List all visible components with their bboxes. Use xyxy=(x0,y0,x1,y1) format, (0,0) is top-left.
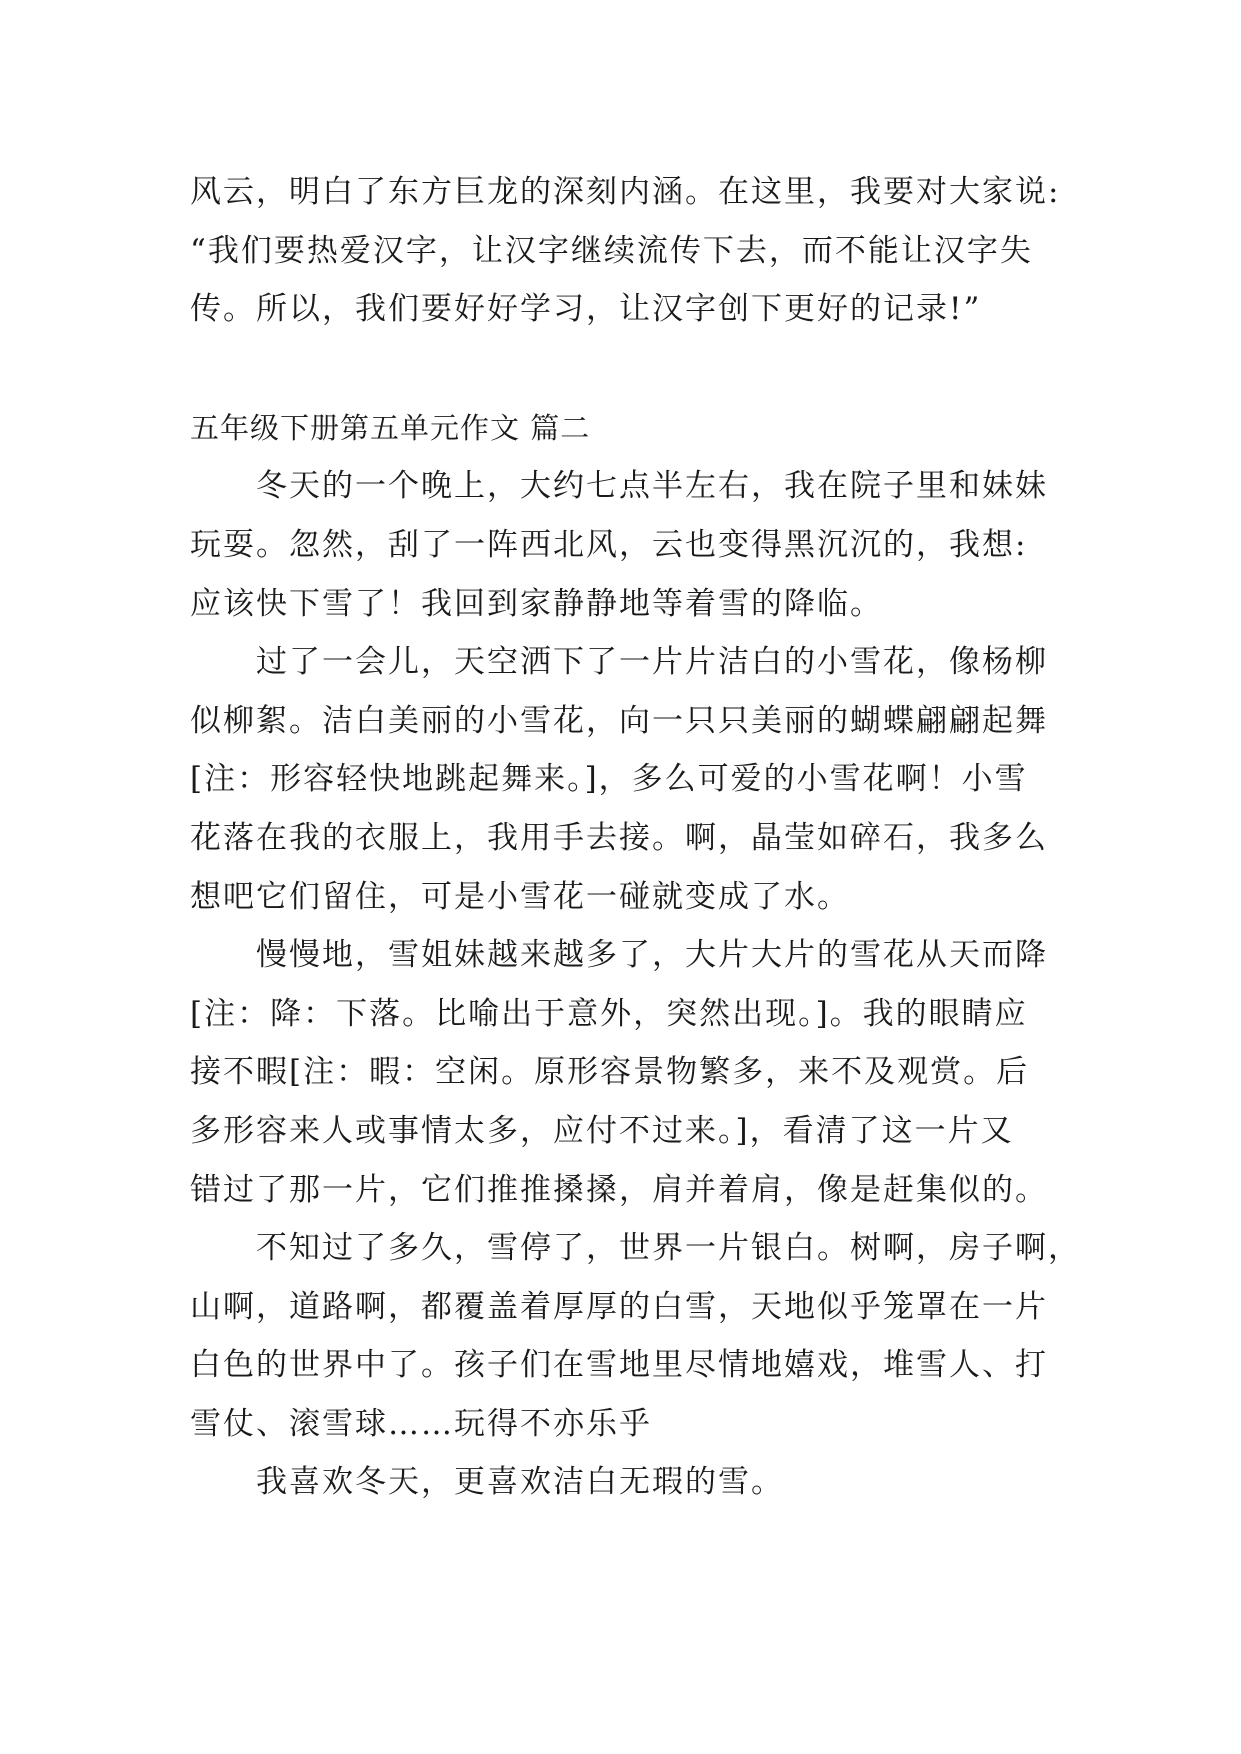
text-line: “我们要热爱汉字，让汉字继续流传下去，而不能让汉字失 xyxy=(190,232,1033,269)
text-line: 山啊，道路啊，都覆盖着厚厚的白雪，天地似乎笼罩在一片 xyxy=(190,1288,1048,1325)
text-line: 风云，明白了东方巨龙的深刻内涵。在这里，我要对大家说: xyxy=(190,174,1061,210)
text-line: 错过了那一片，它们推推搡搡，肩并着肩，像是赶集似的。 xyxy=(190,1171,1048,1208)
text-line: 花落在我的衣服上，我用手去接。啊，晶莹如碎石，我多么 xyxy=(190,819,1048,856)
paragraph-first-line: 慢慢地，雪姐妹越来越多了，大片大片的雪花从天而降 xyxy=(256,937,1048,974)
text-line: 想吧它们留住，可是小雪花一碰就变成了水。 xyxy=(190,878,850,915)
text-line: 似柳絮。洁白美丽的小雪花，向一只只美丽的蝴蝶翩翩起舞 xyxy=(190,702,1048,739)
text-line: 雪仗、滚雪球……玩得不亦乐乎 xyxy=(190,1405,652,1442)
section-title: 五年级下册第五单元作文 篇二 xyxy=(190,410,591,445)
text-line: 传。所以，我们要好好学习，让汉字创下更好的记录!” xyxy=(190,291,982,328)
text-line: 应该快下雪了！我回到家静静地等着雪的降临。 xyxy=(190,585,883,622)
paragraph-first-line: 过了一会儿，天空洒下了一片片洁白的小雪花，像杨柳 xyxy=(256,644,1048,681)
paragraph-gap xyxy=(190,339,1090,399)
paragraph-first-line: 冬天的一个晚上，大约七点半左右，我在院子里和妹妹 xyxy=(256,468,1048,505)
document-text xyxy=(190,163,1090,1512)
text-line: 白色的世界中了。孩子们在雪地里尽情地嬉戏，堆雪人、打 xyxy=(190,1347,1048,1384)
text-line: 接不暇[注：暇：空闲。原形容景物繁多，来不及观赏。后 xyxy=(190,1054,1030,1091)
text-line: [注：降：下落。比喻出于意外，突然出现。]。我的眼睛应 xyxy=(190,995,1028,1032)
paragraph-first-line: 不知过了多久，雪停了，世界一片银白。树啊，房子啊， xyxy=(256,1230,1081,1267)
text-line: [注：形容轻快地跳起舞来。]，多么可爱的小雪花啊！小雪 xyxy=(190,761,1028,798)
text-line: 玩耍。忽然，刮了一阵西北风，云也变得黑沉沉的，我想: xyxy=(190,526,1028,563)
text-line: 多形容来人或事情太多，应付不过来。]，看清了这一片又 xyxy=(190,1112,1014,1149)
paragraph-first-line: 我喜欢冬天，更喜欢洁白无瑕的雪。 xyxy=(256,1464,784,1501)
